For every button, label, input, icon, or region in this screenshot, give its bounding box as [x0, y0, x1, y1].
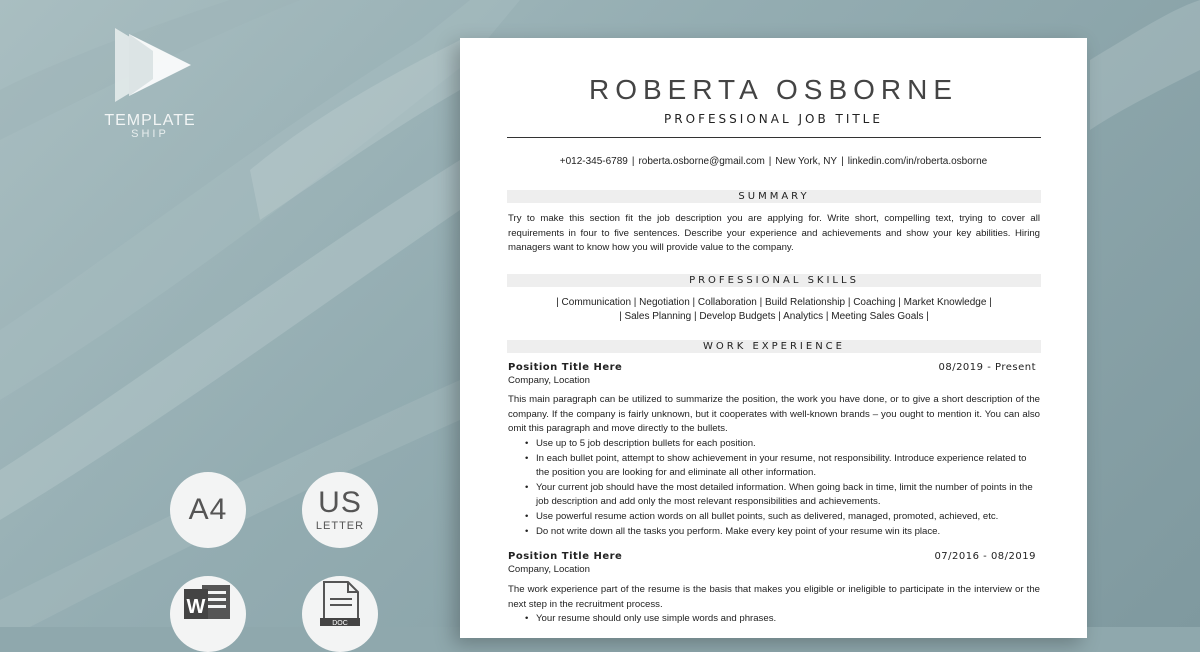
- job-company: Company, Location: [508, 375, 590, 386]
- svg-text:DOC: DOC: [332, 620, 348, 626]
- word-badge: [170, 576, 246, 652]
- play-logo-icon: [107, 22, 193, 108]
- resume-job-title: PROFESSIONAL JOB TITLE: [664, 112, 883, 126]
- doc-badge: [302, 576, 378, 652]
- list-item: • Use powerful resume action words on all bullet points, such as delivered, managed, promoted, achieved, etc.: [536, 510, 1040, 525]
- summary-heading: SUMMARY: [507, 190, 1041, 203]
- contact-line: +012-345-6789 | roberta.osborne@gmail.com | New York, NY | linkedin.com/in/roberta.osborne: [559, 156, 988, 167]
- header-divider: [507, 137, 1041, 138]
- template-ship-logo: [100, 22, 200, 140]
- a4-badge: A4: [170, 472, 246, 548]
- list-item: • Your current job should have the most detailed information. When going back in time, limit the number of points in the job description and add only the most relevant responsibilities and achievements.: [536, 481, 1040, 510]
- job-2-description: The work experience part of the resume is the basis that makes you eligible or ineligible to participate in the interview or the next step in the recruitment process.: [508, 584, 1040, 610]
- list-item: • Use up to 5 job description bullets for each position.: [536, 437, 1040, 452]
- list-item: • In each bullet point, attempt to show achievement in your resume, not responsibility. Introduce experience related to the position you are looking for and eliminate all other information.: [536, 452, 1040, 481]
- skills-line-2: | Sales Planning | Develop Budgets | Analytics | Meeting Sales Goals |: [619, 311, 929, 322]
- job-dates: 07/2016 - 08/2019: [934, 551, 1036, 562]
- list-item: • Do not write down all the tasks you perform. Make every key point of your resume win its place.: [536, 525, 1040, 540]
- job-1-description: This main paragraph can be utilized to summarize the position, the work you have done, or to give a short description of the company. If the company is fairly unknown, but it cooperates with well-known brands – you ought to mention it. You can also omit this paragraph and move directly to the bullets.: [508, 394, 1040, 435]
- job-2-bullets: [508, 612, 1040, 627]
- resume-name: ROBERTA OSBORNE: [588, 74, 959, 105]
- word-icon: [182, 581, 234, 621]
- contact-email: roberta.osborne@gmail.com: [638, 156, 765, 167]
- experience-heading: WORK EXPERIENCE: [507, 340, 1041, 353]
- contact-location: New York, NY: [775, 156, 838, 167]
- us-letter-badge: US LETTER: [302, 472, 378, 548]
- contact-linkedin: linkedin.com/in/roberta.osborne: [847, 156, 988, 167]
- resume-page: [460, 38, 1087, 638]
- list-item: • Your resume should only use simple words and phrases.: [536, 612, 1040, 627]
- job-title: Position Title Here: [508, 362, 623, 373]
- brand-name: TEMPLATE: [104, 112, 196, 129]
- job-1-bullets: [508, 437, 1040, 539]
- skills-heading: PROFESSIONAL SKILLS: [507, 274, 1041, 287]
- contact-phone: +012-345-6789: [559, 156, 628, 167]
- summary-text: Try to make this section fit the job description you are applying for. Write short, compelling text, trying to cover all requirements in four to five sentences. Describe your experience and achievements and show your key abilities. Hiring managers want to know how you will provide value to the company.: [508, 213, 1040, 254]
- brand-sub: SHIP: [131, 128, 169, 140]
- job-title: Position Title Here: [508, 551, 623, 562]
- skills-line-1: | Communication | Negotiation | Collaboration | Build Relationship | Coaching | Market Knowledge |: [556, 297, 992, 308]
- job-dates: 08/2019 - Present: [938, 362, 1036, 373]
- job-company: Company, Location: [508, 564, 590, 575]
- document-icon: [318, 580, 362, 626]
- svg-text:W: W: [186, 596, 206, 618]
